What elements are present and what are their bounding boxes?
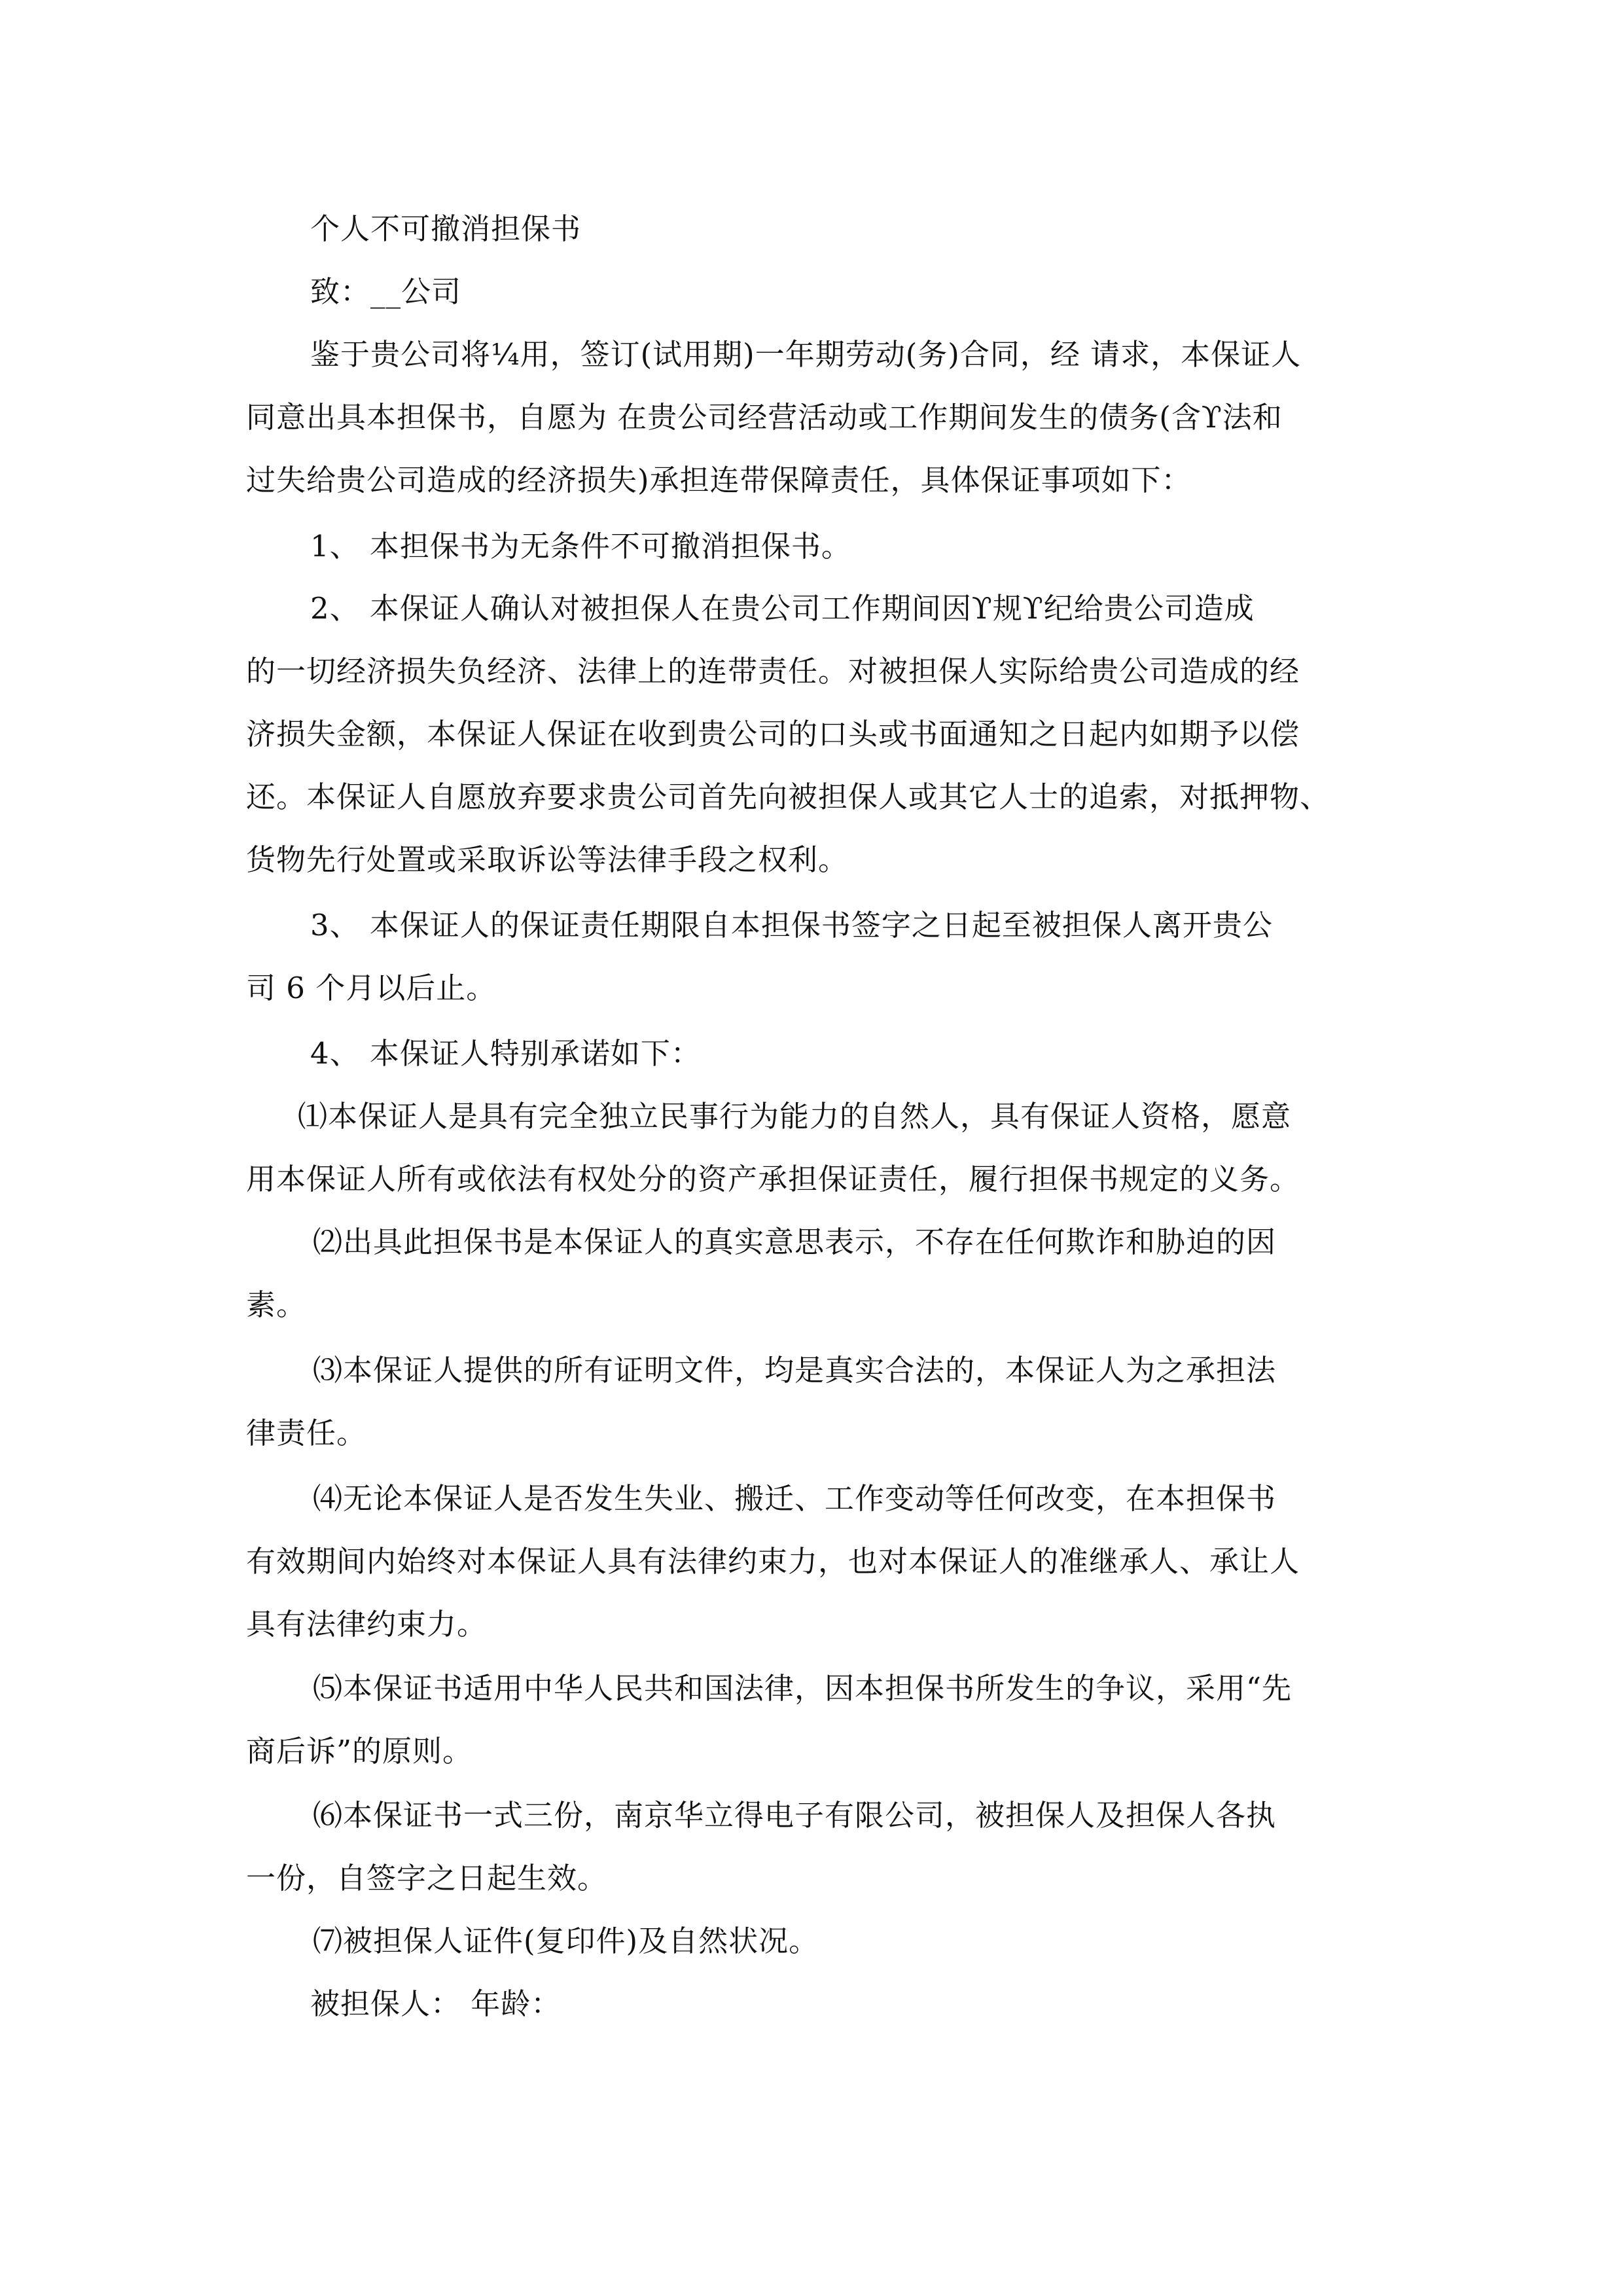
- paragraph-line: 一份，自签字之日起生效。: [246, 1861, 608, 1895]
- paragraph-line: 的一切经济损失负经济、法律上的连带责任。对被担保人实际给贵公司造成的经: [246, 654, 1300, 689]
- paragraph-line: ⑵出具此担保书是本保证人的真实意思表示，不存在任何欺诈和胁迫的因: [313, 1225, 1277, 1259]
- paragraph-line: 素。: [246, 1287, 307, 1322]
- paragraph-line: 司 6 个月以后止。: [246, 971, 497, 1005]
- paragraph-line: 还。本保证人自愿放弃要求贵公司首先向被担保人或其它人士的追索，对抵押物、: [246, 780, 1330, 814]
- paragraph-line: ⑷无论本保证人是否发生失业、搬迁、工作变动等任何改变，在本担保书: [313, 1481, 1277, 1516]
- paragraph-line: 律责任。: [246, 1416, 367, 1450]
- document-title: 个人不可撤消担保书: [310, 211, 582, 246]
- paragraph-line: 货物先行处置或采取诉讼等法律手段之权利。: [246, 842, 849, 877]
- paragraph-line: 济损失金额，本保证人保证在收到贵公司的口头或书面通知之日起内如期予以偿: [246, 717, 1300, 751]
- paragraph-line: 鉴于贵公司将¼用，签订(试用期)一年期劳动(务)合同，经 请求，本保证人: [310, 337, 1302, 372]
- paragraph-line: ⑴本保证人是具有完全独立民事行为能力的自然人，具有保证人资格，愿意: [298, 1099, 1292, 1134]
- paragraph-line: 2、 本保证人确认对被担保人在贵公司工作期间因ϒ规ϒ纪给贵公司造成: [310, 591, 1255, 626]
- paragraph-line: 具有法律约束力。: [246, 1607, 488, 1641]
- addressee-line: 致：__公司: [310, 274, 462, 309]
- paragraph-line: 同意出具本担保书，自愿为 在贵公司经营活动或工作期间发生的债务(含ϒ法和: [246, 400, 1283, 435]
- paragraph-line: ⑹本保证书一式三份，南京华立得电子有限公司，被担保人及担保人各执: [313, 1798, 1277, 1833]
- paragraph-line: 3、 本保证人的保证责任期限自本担保书签字之日起至被担保人离开贵公: [310, 908, 1273, 942]
- paragraph-line: 4、 本保证人特别承诺如下：: [310, 1036, 701, 1071]
- paragraph-line: ⑶本保证人提供的所有证明文件，均是真实合法的，本保证人为之承担法: [313, 1353, 1277, 1388]
- paragraph-line: 过失给贵公司造成的经济损失)承担连带保障责任，具体保证事项如下：: [246, 463, 1192, 497]
- paragraph-line: 用本保证人所有或依法有权处分的资产承担保证责任，履行担保书规定的义务。: [246, 1162, 1300, 1196]
- paragraph-line: ⑺被担保人证件(复印件)及自然状况。: [313, 1924, 819, 1958]
- paragraph-line: ⑸本保证书适用中华人民共和国法律，因本担保书所发生的争议，采用“先: [313, 1671, 1293, 1706]
- paragraph-line: 1、 本担保书为无条件不可撤消担保书。: [310, 529, 851, 564]
- paragraph-line: 有效期间内始终对本保证人具有法律约束力，也对本保证人的准继承人、承让人: [246, 1544, 1300, 1579]
- guarantee-signature-line: 被担保人： 年龄：: [310, 1986, 562, 2021]
- paragraph-line: 商后诉”的原则。: [246, 1734, 473, 1768]
